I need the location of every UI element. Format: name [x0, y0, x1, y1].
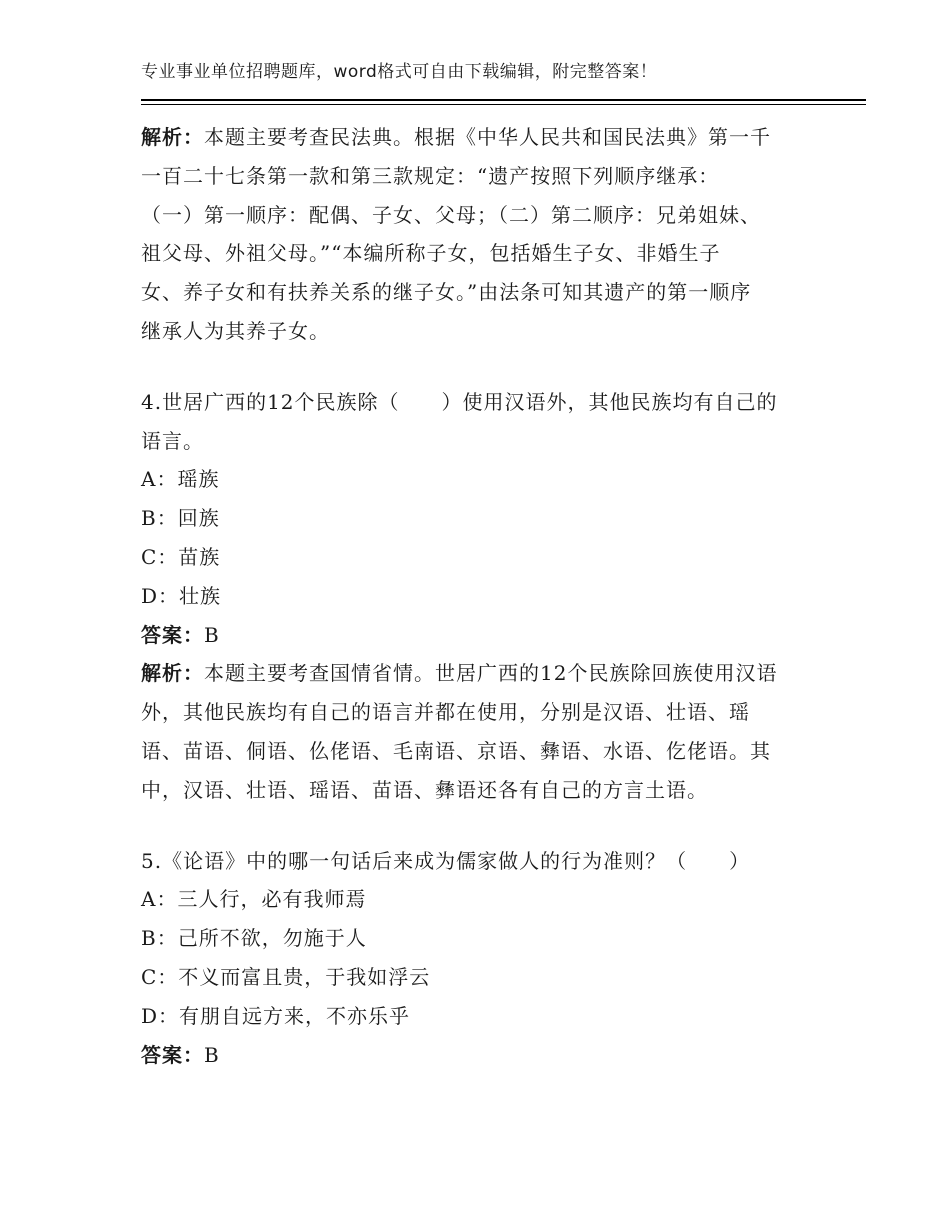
- analysis-line: 继承人为其养子女。: [141, 318, 330, 343]
- analysis-label: 解析：: [141, 125, 204, 149]
- analysis-line: 语、苗语、侗语、仫佬语、毛南语、京语、彝语、水语、仡佬语。其: [141, 738, 771, 763]
- question-5-text: 5.《论语》中的哪一句话后来成为儒家做人的行为准则？（ ）: [141, 848, 751, 873]
- analysis-line: 外，其他民族均有自己的语言并都在使用，分别是汉语、壮语、瑶: [141, 700, 750, 725]
- analysis-line: 解析：本题主要考查国情省情。世居广西的12个民族除回族使用汉语: [141, 661, 778, 686]
- document-body: [141, 118, 821, 1074]
- question-5-option-b: B：己所不欲，勿施于人: [141, 926, 367, 951]
- question-5-answer: [141, 1036, 821, 1075]
- answer-value: B: [204, 1042, 220, 1067]
- question-4-option-b: B：回族: [141, 506, 220, 531]
- question-4-answer: [141, 616, 821, 655]
- question-5-option-d: D：有朋自远方来，不亦乐乎: [141, 1003, 411, 1028]
- question-4-text: 语言。: [141, 428, 204, 453]
- analysis-line: 中，汉语、壮语、瑶语、苗语、彝语还各有自己的方言土语。: [141, 777, 708, 802]
- question-5-option-a: A：三人行，必有我师焉: [141, 887, 367, 912]
- analysis-line: 一百二十七条第一款和第三款规定：“遗产按照下列顺序继承：: [141, 163, 720, 188]
- question-4-option-c: C：苗族: [141, 544, 221, 569]
- header-rule-thin: [141, 104, 866, 105]
- answer-value: B: [204, 622, 220, 647]
- analysis-line: （一）第一顺序：配偶、子女、父母；（二）第二顺序：兄弟姐妹、: [141, 202, 761, 227]
- header-rule-thick: [141, 99, 866, 101]
- answer-label: 答案：: [141, 1042, 204, 1067]
- answer-label: 答案：: [141, 622, 204, 647]
- question-4-option-a: A：瑶族: [141, 467, 220, 492]
- analysis-label: 解析：: [141, 661, 204, 686]
- page-header: 专业事业单位招聘题库，word格式可自由下载编辑，附完整答案！: [141, 62, 658, 82]
- question-5-option-c: C：不义而富且贵，于我如浮云: [141, 964, 431, 989]
- question-4-text: 4.世居广西的12个民族除（ ）使用汉语外，其他民族均有自己的: [141, 389, 778, 414]
- question-4-option-d: D：壮族: [141, 583, 222, 608]
- analysis-line: 祖父母、外祖父母。”“本编所称子女，包括婚生子女、非婚生子: [141, 241, 721, 266]
- analysis-line: 解析：本题主要考查民法典。根据《中华人民共和国民法典》第一千: [141, 125, 771, 149]
- analysis-line: 女、养子女和有扶养关系的继子女。”由法条可知其遗产的第一顺序: [141, 280, 752, 305]
